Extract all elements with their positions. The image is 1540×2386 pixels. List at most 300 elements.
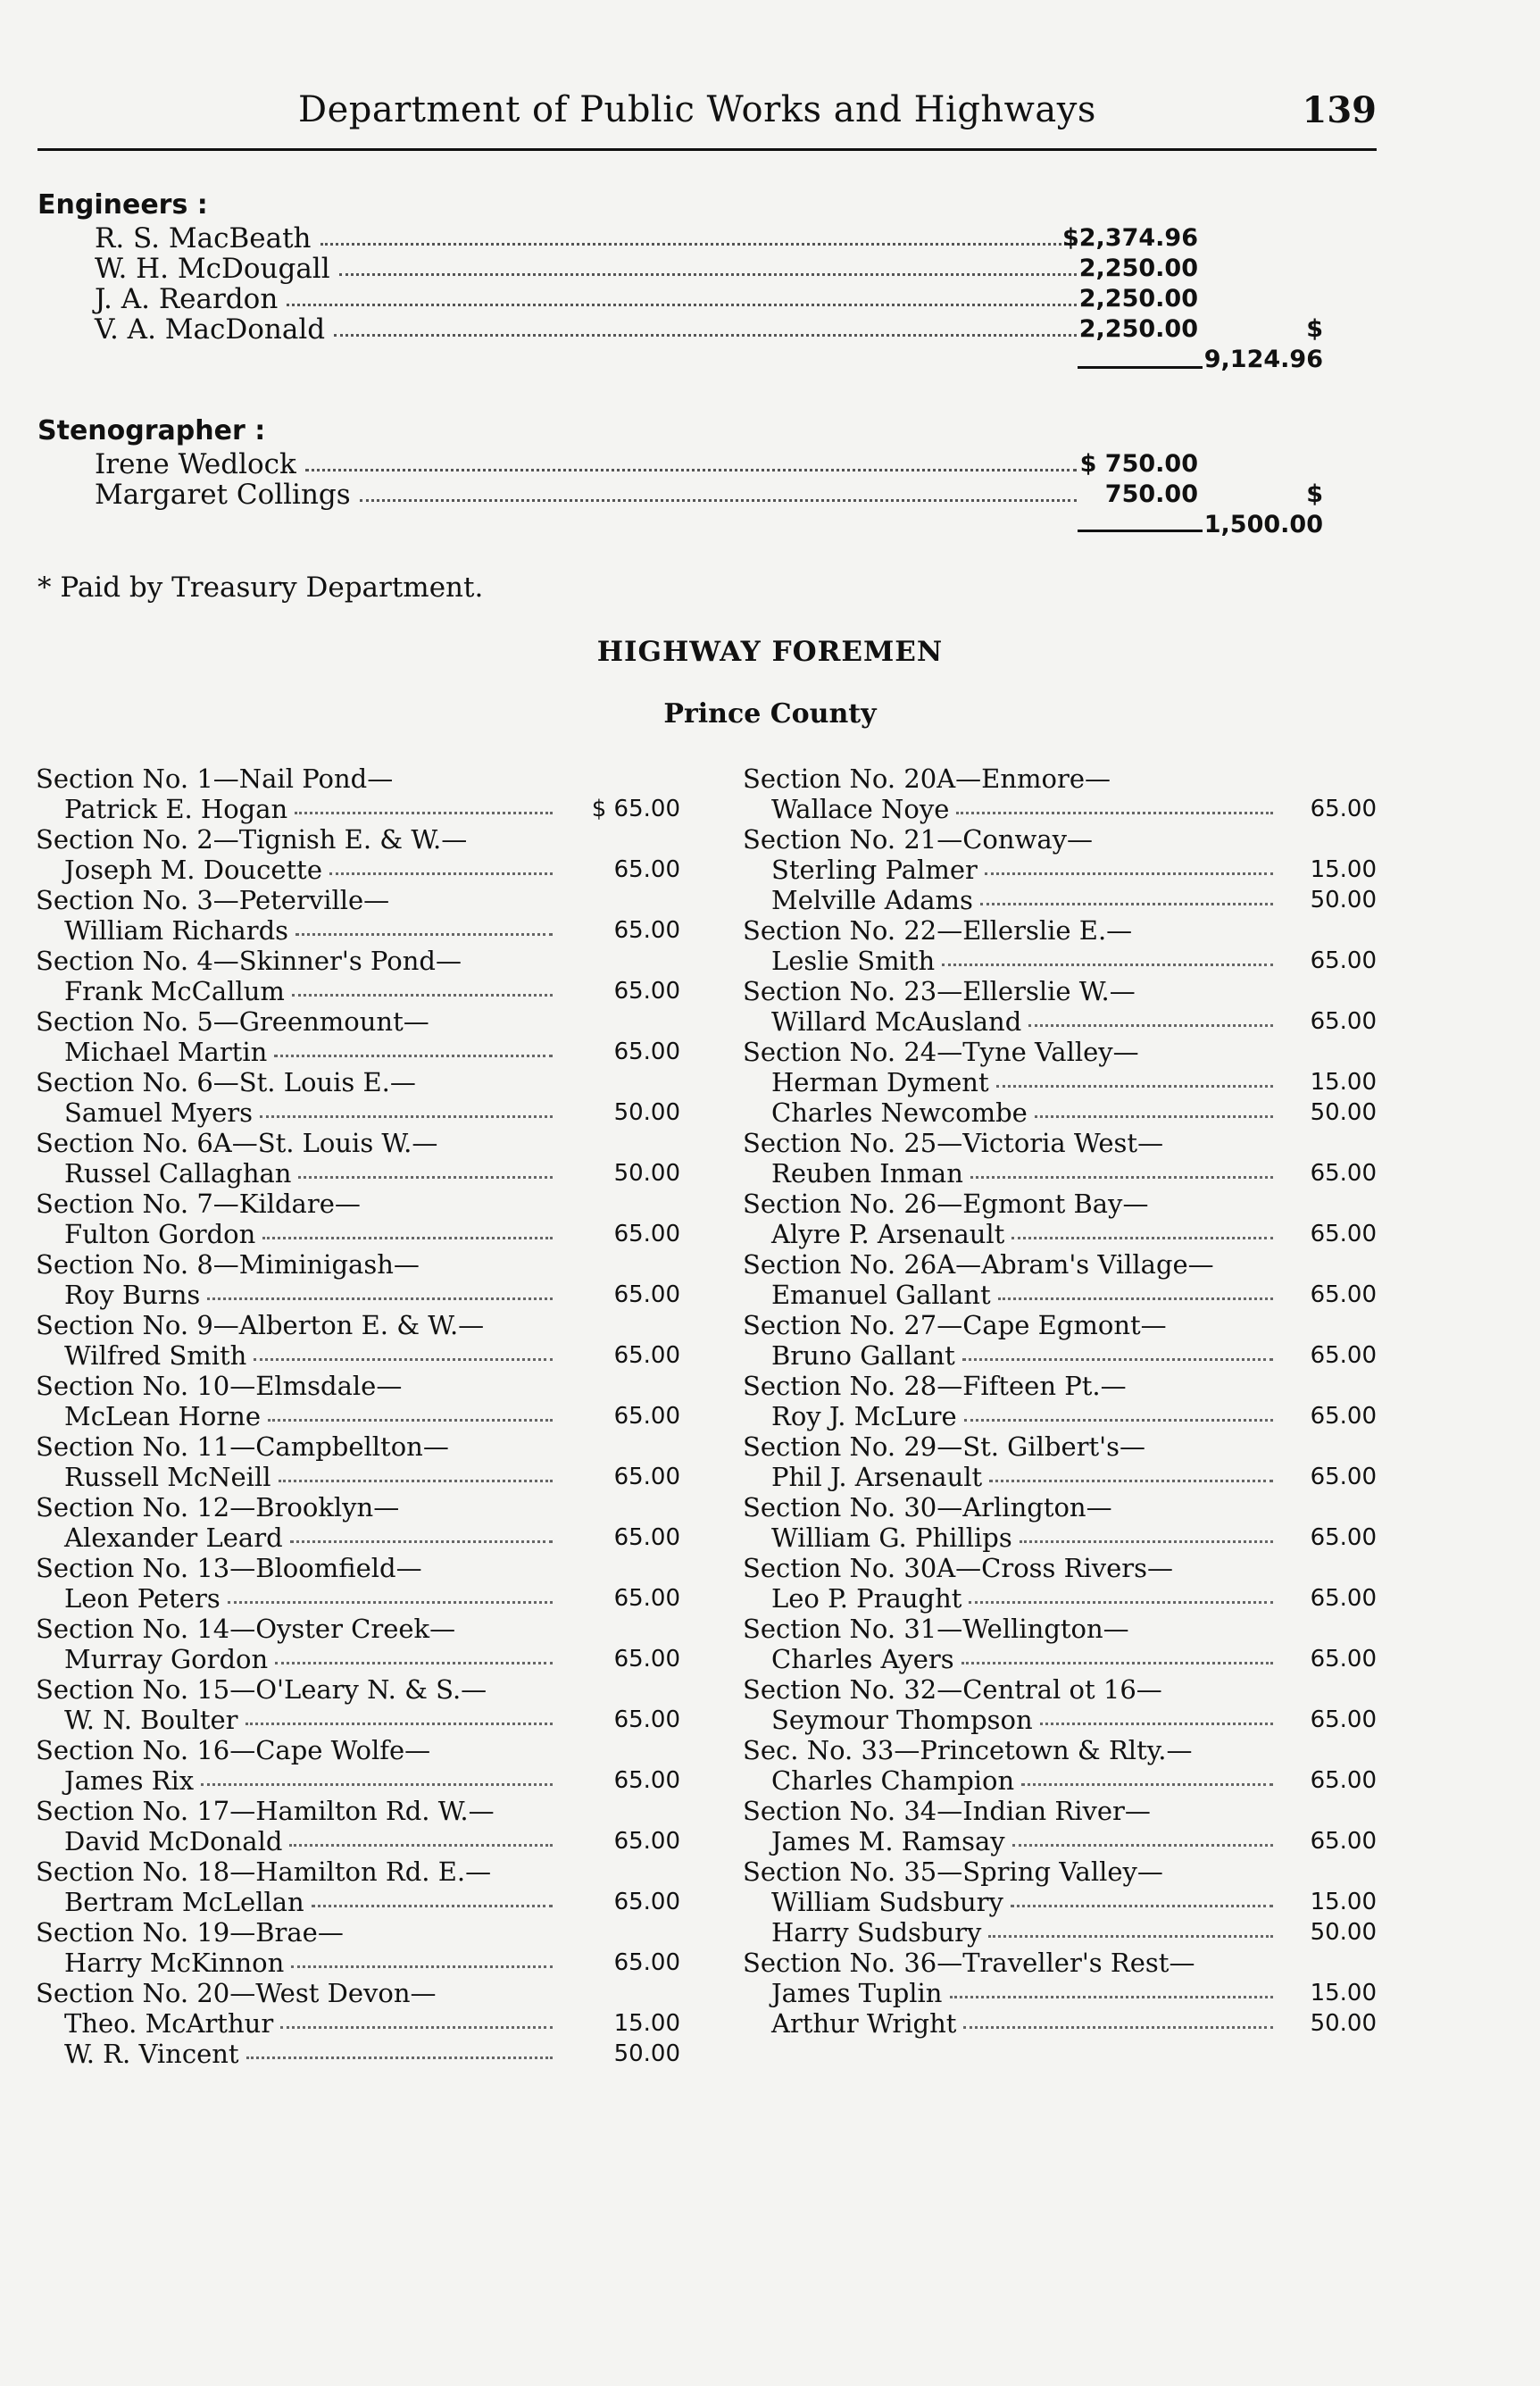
section-label: Section No. 8—Miminigash— bbox=[36, 1249, 420, 1280]
section-entry bbox=[36, 1917, 680, 1978]
foreman-row bbox=[36, 2008, 680, 2039]
foreman-name: Roy J. McLure bbox=[771, 1401, 957, 1431]
page-number: 139 bbox=[1302, 89, 1377, 131]
leader-dots bbox=[963, 2008, 1273, 2029]
leader-dots bbox=[262, 1219, 553, 1239]
salary-amount: 750.00 bbox=[1104, 480, 1198, 508]
leader-dots bbox=[1028, 1006, 1273, 1027]
foreman-name: William Sudsbury bbox=[771, 1887, 1003, 1917]
section-label: Sec. No. 33—Princetown & Rlty.— bbox=[743, 1735, 1193, 1765]
foreman-name: Russell McNeill bbox=[64, 1462, 271, 1492]
section-entry bbox=[743, 824, 1377, 915]
foreman-name: Sterling Palmer bbox=[771, 855, 978, 885]
page-header bbox=[37, 88, 1377, 151]
section-entry bbox=[36, 1796, 680, 1856]
leader-dots bbox=[1011, 1887, 1273, 1907]
foreman-amount: 65.00 bbox=[613, 1281, 680, 1308]
employee-name: J. A. Reardon bbox=[95, 283, 279, 315]
section-entry bbox=[36, 1674, 680, 1735]
foreman-row bbox=[743, 1219, 1377, 1249]
foreman-amount: 65.00 bbox=[1310, 1767, 1377, 1794]
foreman-name: James M. Ramsay bbox=[771, 1826, 1005, 1856]
section-label: Section No. 26A—Abram's Village— bbox=[743, 1249, 1214, 1280]
leader-dots bbox=[339, 254, 1077, 276]
leader-dots bbox=[329, 855, 553, 875]
section-entry bbox=[36, 1371, 680, 1431]
section-label: Section No. 21—Conway— bbox=[743, 824, 1094, 855]
foreman-amount: 65.00 bbox=[613, 1464, 680, 1490]
foreman-amount: 50.00 bbox=[613, 1160, 680, 1187]
foreman-row bbox=[36, 1219, 680, 1249]
section-entry bbox=[743, 1189, 1377, 1249]
leader-dots bbox=[279, 1462, 553, 1482]
salary-amount: 2,250.00 bbox=[1078, 285, 1198, 313]
salary-amount: $2,374.96 bbox=[1061, 224, 1198, 252]
foreman-amount: 15.00 bbox=[1310, 1889, 1377, 1915]
section-label: Section No. 24—Tyne Valley— bbox=[743, 1037, 1139, 1067]
salary-row bbox=[37, 284, 1377, 314]
section-entry bbox=[36, 1856, 680, 1917]
section-entry bbox=[36, 763, 680, 824]
section-entry bbox=[36, 1492, 680, 1553]
section-label: Section No. 14—Oyster Creek— bbox=[36, 1614, 456, 1644]
leader-dots bbox=[1012, 1826, 1273, 1847]
foreman-amount: 65.00 bbox=[613, 1949, 680, 1976]
leader-dots bbox=[1021, 1765, 1273, 1786]
section-label: Section No. 19—Brae— bbox=[36, 1917, 344, 1948]
section-label: Section No. 6A—St. Louis W.— bbox=[36, 1128, 438, 1158]
section-entry bbox=[743, 1310, 1377, 1371]
section-entry bbox=[36, 1978, 680, 2069]
section-entry bbox=[743, 1249, 1377, 1310]
section-label: Section No. 18—Hamilton Rd. E.— bbox=[36, 1856, 492, 1887]
foreman-row bbox=[36, 855, 680, 885]
section-label: Section No. 2—Tignish E. & W.— bbox=[36, 824, 468, 855]
foreman-amount: 65.00 bbox=[613, 1221, 680, 1247]
employee-name: W. H. McDougall bbox=[95, 253, 330, 285]
foreman-amount: 65.00 bbox=[613, 1403, 680, 1430]
engineers-block bbox=[37, 188, 1377, 373]
section-label: Section No. 10—Elmsdale— bbox=[36, 1371, 403, 1401]
foreman-amount: 65.00 bbox=[613, 1706, 680, 1733]
salary-amount: $ 750.00 bbox=[1079, 450, 1198, 478]
salary-amount: 2,250.00 bbox=[1078, 315, 1198, 343]
group-total: $ 9,124.96 bbox=[1203, 315, 1323, 373]
foreman-row bbox=[36, 1401, 680, 1431]
foreman-amount: 50.00 bbox=[613, 2040, 680, 2067]
foreman-name: Leo P. Praught bbox=[771, 1583, 962, 1614]
foreman-name: Wilfred Smith bbox=[64, 1340, 247, 1371]
leader-dots bbox=[228, 1583, 553, 1604]
section-label: Section No. 11—Campbellton— bbox=[36, 1431, 449, 1462]
section-entry bbox=[743, 1796, 1377, 1856]
leader-dots bbox=[305, 449, 1077, 471]
leader-dots bbox=[1040, 1705, 1273, 1725]
foreman-row bbox=[743, 1826, 1377, 1856]
section-label: Section No. 35—Spring Valley— bbox=[743, 1856, 1163, 1887]
foreman-row bbox=[36, 1097, 680, 1128]
foreman-name: Harry Sudsbury bbox=[771, 1917, 982, 1948]
employee-name: Irene Wedlock bbox=[95, 448, 296, 480]
foreman-row bbox=[36, 1583, 680, 1614]
foreman-amount: 65.00 bbox=[613, 1524, 680, 1551]
section-entry bbox=[36, 885, 680, 946]
foreman-amount: 50.00 bbox=[1310, 887, 1377, 914]
foreman-row bbox=[743, 1765, 1377, 1796]
foreman-name: William G. Phillips bbox=[771, 1523, 1012, 1553]
foreman-amount: 65.00 bbox=[613, 1039, 680, 1065]
foreman-row bbox=[743, 794, 1377, 824]
foreman-row bbox=[743, 2008, 1377, 2039]
salary-row bbox=[37, 313, 1377, 373]
foreman-amount: 50.00 bbox=[613, 1099, 680, 1126]
leader-dots bbox=[207, 1280, 553, 1300]
foreman-name: Frank McCallum bbox=[64, 976, 285, 1006]
foreman-name: Seymour Thompson bbox=[771, 1705, 1033, 1735]
leader-dots bbox=[964, 1401, 1273, 1422]
foreman-row bbox=[743, 1644, 1377, 1674]
foreman-amount: 50.00 bbox=[1310, 1919, 1377, 1946]
foreman-row bbox=[743, 1523, 1377, 1553]
leader-dots bbox=[298, 1158, 553, 1179]
foreman-row bbox=[743, 1462, 1377, 1492]
foreman-name: Bruno Gallant bbox=[771, 1340, 955, 1371]
foreman-amount: 65.00 bbox=[613, 1828, 680, 1855]
section-label: Section No. 5—Greenmount— bbox=[36, 1006, 429, 1037]
foreman-amount: 65.00 bbox=[1310, 1585, 1377, 1612]
section-entry bbox=[36, 824, 680, 885]
section-label: Section No. 30—Arlington— bbox=[743, 1492, 1112, 1523]
section-label: Section No. 36—Traveller's Rest— bbox=[743, 1948, 1195, 1978]
county-heading: Prince County bbox=[663, 698, 877, 730]
foreman-amount: 15.00 bbox=[1310, 856, 1377, 883]
section-label: Section No. 30A—Cross Rivers— bbox=[743, 1553, 1174, 1583]
foreman-row bbox=[743, 946, 1377, 976]
foreman-name: Wallace Noye bbox=[771, 794, 950, 824]
foreman-row bbox=[36, 1523, 680, 1553]
leader-dots bbox=[970, 1158, 1273, 1179]
foreman-row bbox=[36, 1705, 680, 1735]
leader-dots bbox=[1035, 1097, 1273, 1118]
foreman-amount: 65.00 bbox=[613, 978, 680, 1005]
foreman-amount: 65.00 bbox=[613, 1342, 680, 1369]
foreman-name: Fulton Gordon bbox=[64, 1219, 256, 1249]
section-label: Section No. 9—Alberton E. & W.— bbox=[36, 1310, 485, 1340]
leader-dots bbox=[360, 480, 1077, 502]
section-entry bbox=[36, 1006, 680, 1067]
section-label: Section No. 23—Ellerslie W.— bbox=[743, 976, 1136, 1006]
foreman-row bbox=[36, 1280, 680, 1310]
leader-dots bbox=[989, 1462, 1273, 1482]
foreman-row bbox=[36, 794, 680, 824]
section-label: Section No. 26—Egmont Bay— bbox=[743, 1189, 1149, 1219]
foreman-row bbox=[36, 1765, 680, 1796]
foreman-name: Charles Champion bbox=[771, 1765, 1015, 1796]
foreman-row bbox=[36, 1644, 680, 1674]
foreman-name: Russel Callaghan bbox=[64, 1158, 292, 1189]
section-entry bbox=[743, 1614, 1377, 1674]
leader-dots bbox=[320, 223, 1077, 246]
foreman-amount: 65.00 bbox=[1310, 1342, 1377, 1369]
section-label: Section No. 31—Wellington— bbox=[743, 1614, 1129, 1644]
foreman-name: Willard McAusland bbox=[771, 1006, 1022, 1037]
foreman-amount: 65.00 bbox=[613, 917, 680, 944]
stenographer-block bbox=[37, 413, 1377, 538]
salary-row bbox=[37, 449, 1377, 480]
foreman-amount: $ 65.00 bbox=[591, 796, 680, 822]
foreman-amount: 65.00 bbox=[1310, 1646, 1377, 1673]
leader-dots bbox=[996, 1067, 1273, 1088]
foreman-name: Melville Adams bbox=[771, 885, 973, 915]
leader-dots bbox=[980, 885, 1273, 905]
foreman-name: Samuel Myers bbox=[64, 1097, 253, 1128]
leader-dots bbox=[950, 1978, 1274, 1998]
section-label: Section No. 6—St. Louis E.— bbox=[36, 1067, 416, 1097]
section-entry bbox=[743, 1371, 1377, 1431]
foreman-amount: 65.00 bbox=[1310, 947, 1377, 974]
employee-name: V. A. MacDonald bbox=[95, 313, 326, 346]
leader-dots bbox=[312, 1887, 553, 1907]
leader-dots bbox=[246, 1705, 553, 1725]
foreman-amount: 50.00 bbox=[1310, 2010, 1377, 2037]
foreman-row bbox=[743, 1401, 1377, 1431]
section-entry bbox=[36, 1431, 680, 1492]
section-label: Section No. 13—Bloomfield— bbox=[36, 1553, 422, 1583]
leader-dots bbox=[998, 1280, 1273, 1300]
section-entry bbox=[36, 1249, 680, 1310]
foreman-amount: 65.00 bbox=[1310, 1008, 1377, 1035]
salary-row bbox=[37, 254, 1377, 284]
section-entry bbox=[36, 1735, 680, 1796]
foreman-name: Harry McKinnon bbox=[64, 1948, 285, 1978]
section-entry bbox=[36, 1553, 680, 1614]
section-label: Section No. 29—St. Gilbert's— bbox=[743, 1431, 1145, 1462]
section-label: Section No. 17—Hamilton Rd. W.— bbox=[36, 1796, 495, 1826]
section-label: Section No. 32—Central ot 16— bbox=[743, 1674, 1162, 1705]
section-label: Section No. 20—West Devon— bbox=[36, 1978, 437, 2008]
leader-dots bbox=[334, 314, 1077, 337]
foreman-name: Leon Peters bbox=[64, 1583, 221, 1614]
foreman-name: Phil J. Arsenault bbox=[771, 1462, 983, 1492]
foreman-row bbox=[743, 1583, 1377, 1614]
foreman-amount: 65.00 bbox=[1310, 1524, 1377, 1551]
foreman-name: Arthur Wright bbox=[771, 2008, 957, 2039]
leader-dots bbox=[260, 1097, 553, 1118]
foreman-row bbox=[743, 885, 1377, 915]
foremen-left-column bbox=[36, 763, 680, 2069]
foreman-row bbox=[36, 976, 680, 1006]
foreman-row bbox=[743, 1340, 1377, 1371]
foreman-row bbox=[743, 1158, 1377, 1189]
section-entry bbox=[743, 1735, 1377, 1796]
section-entry bbox=[743, 1948, 1377, 2039]
foreman-row bbox=[743, 1280, 1377, 1310]
foreman-amount: 65.00 bbox=[1310, 796, 1377, 822]
leader-dots bbox=[969, 1583, 1273, 1604]
foreman-row bbox=[743, 1705, 1377, 1735]
leader-dots bbox=[291, 1948, 553, 1968]
foreman-amount: 65.00 bbox=[1310, 1160, 1377, 1187]
leader-dots bbox=[268, 1401, 553, 1422]
leader-dots bbox=[942, 946, 1273, 966]
leader-dots bbox=[274, 1037, 553, 1057]
foreman-amount: 15.00 bbox=[613, 2010, 680, 2037]
section-entry bbox=[36, 1310, 680, 1371]
employee-name: R. S. MacBeath bbox=[95, 222, 312, 254]
leader-dots bbox=[956, 794, 1273, 814]
foreman-amount: 15.00 bbox=[1310, 1069, 1377, 1096]
foreman-row bbox=[36, 1948, 680, 1978]
section-entry bbox=[36, 1614, 680, 1674]
section-entry bbox=[743, 976, 1377, 1037]
foreman-name: Charles Ayers bbox=[771, 1644, 954, 1674]
foreman-name: W. N. Boulter bbox=[64, 1705, 238, 1735]
foreman-row bbox=[743, 1097, 1377, 1128]
foreman-row bbox=[36, 1826, 680, 1856]
foreman-row bbox=[743, 855, 1377, 885]
footnote: * Paid by Treasury Department. bbox=[37, 571, 484, 604]
leader-dots bbox=[287, 284, 1077, 306]
section-label: Section No. 3—Peterville— bbox=[36, 885, 390, 915]
employee-name: Margaret Collings bbox=[95, 479, 351, 511]
foreman-row bbox=[36, 1340, 680, 1371]
section-entry bbox=[743, 915, 1377, 976]
foreman-row bbox=[743, 1917, 1377, 1948]
foreman-row bbox=[36, 1887, 680, 1917]
foreman-name: Roy Burns bbox=[64, 1280, 201, 1310]
section-label: Section No. 34—Indian River— bbox=[743, 1796, 1151, 1826]
section-entry bbox=[743, 1492, 1377, 1553]
leader-dots bbox=[1011, 1219, 1273, 1239]
foreman-name: Murray Gordon bbox=[64, 1644, 269, 1674]
foreman-name: Emanuel Gallant bbox=[771, 1280, 991, 1310]
salary-amount: 2,250.00 bbox=[1078, 254, 1198, 282]
section-entry bbox=[743, 1856, 1377, 1948]
leader-dots bbox=[201, 1765, 553, 1786]
foreman-amount: 50.00 bbox=[1310, 1099, 1377, 1126]
page-title: Department of Public Works and Highways bbox=[298, 89, 1096, 130]
section-entry bbox=[36, 1067, 680, 1128]
group-total: $ 1,500.00 bbox=[1203, 480, 1323, 538]
foreman-amount: 65.00 bbox=[1310, 1828, 1377, 1855]
foreman-name: David McDonald bbox=[64, 1826, 283, 1856]
salary-row bbox=[37, 479, 1377, 538]
foreman-amount: 65.00 bbox=[613, 856, 680, 883]
section-label: Section No. 16—Cape Wolfe— bbox=[36, 1735, 431, 1765]
leader-dots bbox=[292, 976, 553, 997]
leader-dots bbox=[280, 2008, 553, 2029]
foreman-name: Reuben Inman bbox=[771, 1158, 963, 1189]
section-label: Section No. 28—Fifteen Pt.— bbox=[743, 1371, 1127, 1401]
foreman-name: W. R. Vincent bbox=[64, 2039, 239, 2069]
section-label: Section No. 7—Kildare— bbox=[36, 1189, 361, 1219]
foreman-name: Joseph M. Doucette bbox=[64, 855, 322, 885]
foreman-row bbox=[743, 1887, 1377, 1917]
section-entry bbox=[743, 1128, 1377, 1189]
foreman-amount: 65.00 bbox=[1310, 1281, 1377, 1308]
foreman-row bbox=[36, 915, 680, 946]
foreman-amount: 65.00 bbox=[1310, 1403, 1377, 1430]
foreman-name: Charles Newcombe bbox=[771, 1097, 1028, 1128]
section-label: Section No. 12—Brooklyn— bbox=[36, 1492, 400, 1523]
section-entry bbox=[743, 763, 1377, 824]
foreman-amount: 65.00 bbox=[613, 1767, 680, 1794]
engineers-heading: Engineers : bbox=[37, 189, 208, 221]
leader-dots bbox=[1020, 1523, 1273, 1543]
section-entry bbox=[36, 946, 680, 1006]
foreman-row bbox=[36, 2039, 680, 2069]
salary-row bbox=[37, 223, 1377, 254]
section-label: Section No. 15—O'Leary N. & S.— bbox=[36, 1674, 487, 1705]
section-entry bbox=[743, 1431, 1377, 1492]
foreman-name: James Tuplin bbox=[771, 1978, 943, 2008]
foreman-row bbox=[743, 1006, 1377, 1037]
leader-dots bbox=[985, 855, 1273, 875]
foreman-name: Leslie Smith bbox=[771, 946, 936, 976]
foreman-name: Patrick E. Hogan bbox=[64, 794, 288, 824]
leader-dots bbox=[254, 1340, 553, 1361]
foreman-amount: 65.00 bbox=[613, 1646, 680, 1673]
foreman-name: Michael Martin bbox=[64, 1037, 268, 1067]
foreman-row bbox=[36, 1158, 680, 1189]
leader-dots bbox=[275, 1644, 553, 1664]
stenographer-heading: Stenographer : bbox=[37, 415, 266, 446]
leader-dots bbox=[961, 1644, 1273, 1664]
section-label: Section No. 1—Nail Pond— bbox=[36, 763, 394, 794]
section-label: Section No. 27—Cape Egmont— bbox=[743, 1310, 1167, 1340]
section-label: Section No. 25—Victoria West— bbox=[743, 1128, 1164, 1158]
foreman-name: James Rix bbox=[64, 1765, 195, 1796]
foreman-row bbox=[743, 1978, 1377, 2008]
section-label: Section No. 20A—Enmore— bbox=[743, 763, 1111, 794]
leader-dots bbox=[295, 794, 553, 814]
foreman-amount: 65.00 bbox=[1310, 1221, 1377, 1247]
section-entry bbox=[36, 1189, 680, 1249]
foreman-name: McLean Horne bbox=[64, 1401, 261, 1431]
foreman-row bbox=[743, 1067, 1377, 1097]
leader-dots bbox=[962, 1340, 1273, 1361]
section-label: Section No. 4—Skinner's Pond— bbox=[36, 946, 462, 976]
foreman-amount: 65.00 bbox=[1310, 1464, 1377, 1490]
section-entry bbox=[743, 1553, 1377, 1614]
foreman-name: Alexander Leard bbox=[64, 1523, 283, 1553]
total-rule bbox=[1078, 530, 1203, 532]
foreman-row bbox=[36, 1037, 680, 1067]
foreman-amount: 65.00 bbox=[1310, 1706, 1377, 1733]
foreman-name: Herman Dyment bbox=[771, 1067, 989, 1097]
leader-dots bbox=[246, 2039, 553, 2059]
section-entry bbox=[36, 1128, 680, 1189]
foreman-row bbox=[36, 1462, 680, 1492]
foremen-right-column bbox=[743, 763, 1377, 2039]
foreman-name: Bertram McLellan bbox=[64, 1887, 304, 1917]
section-entry bbox=[743, 1037, 1377, 1128]
leader-dots bbox=[296, 915, 553, 936]
section-label: Section No. 22—Ellerslie E.— bbox=[743, 915, 1133, 946]
section-entry bbox=[743, 1674, 1377, 1735]
total-rule bbox=[1078, 366, 1203, 369]
foreman-name: William Richards bbox=[64, 915, 289, 946]
foreman-name: Alyre P. Arsenault bbox=[771, 1219, 1005, 1249]
section-heading: HIGHWAY FOREMEN bbox=[596, 636, 944, 668]
leader-dots bbox=[988, 1917, 1273, 1938]
leader-dots bbox=[289, 1826, 553, 1847]
foreman-name: Theo. McArthur bbox=[64, 2008, 274, 2039]
foreman-amount: 65.00 bbox=[613, 1889, 680, 1915]
foreman-amount: 65.00 bbox=[613, 1585, 680, 1612]
foreman-amount: 15.00 bbox=[1310, 1980, 1377, 2006]
leader-dots bbox=[290, 1523, 553, 1543]
